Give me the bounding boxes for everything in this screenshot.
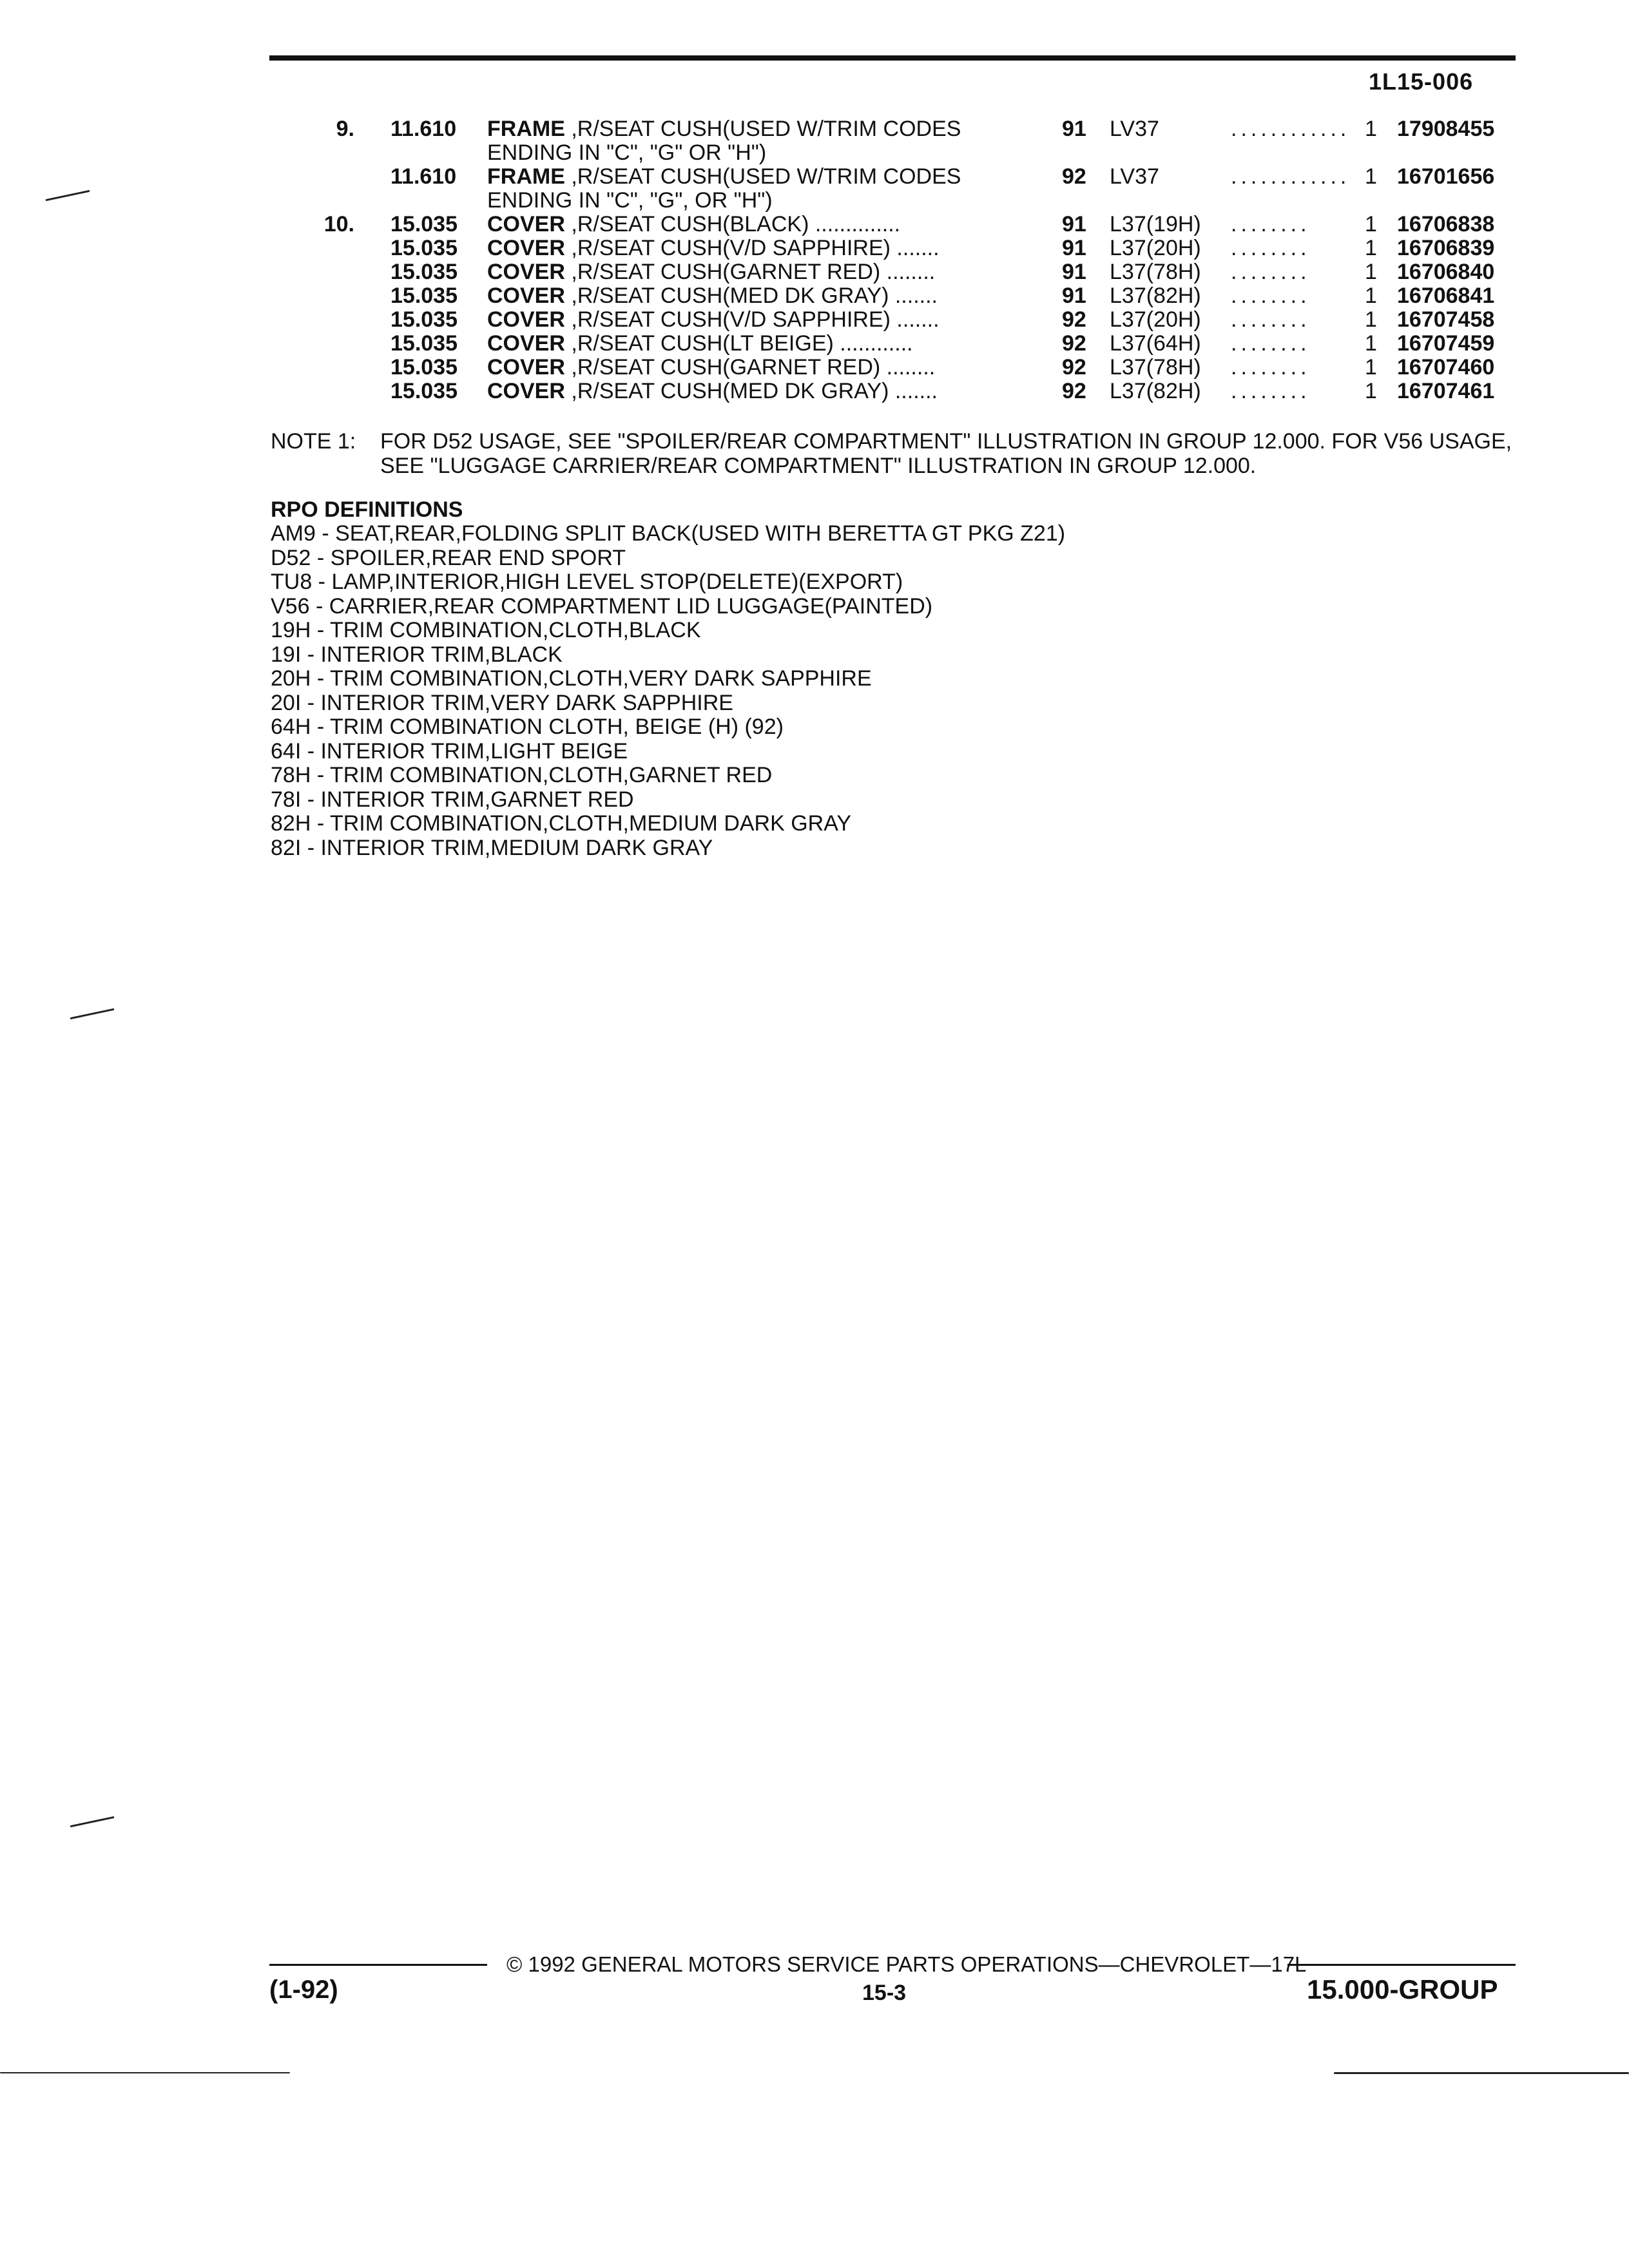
part-year: 92 <box>1062 164 1086 189</box>
footer-page-number: 15-3 <box>862 1981 907 2005</box>
part-number: 16707459 <box>1397 331 1495 356</box>
rpo-item: 19H - TRIM COMBINATION,CLOTH,BLACK <box>271 618 701 642</box>
part-row <box>0 284 1629 308</box>
part-quantity: 1 <box>1365 307 1377 332</box>
rpo-item: D52 - SPOILER,REAR END SPORT <box>271 545 626 570</box>
part-model: L37(78H) <box>1110 355 1201 380</box>
part-quantity: 1 <box>1365 379 1377 403</box>
part-number: 16706838 <box>1397 212 1495 236</box>
page-code: 1L15-006 <box>1369 68 1474 95</box>
part-number: 16707460 <box>1397 355 1495 380</box>
part-group-number: 15.035 <box>390 307 458 332</box>
part-leader-dots: ........ <box>1231 260 1311 284</box>
part-year: 91 <box>1062 117 1086 141</box>
rpo-list <box>271 522 1495 860</box>
part-quantity: 1 <box>1365 284 1377 308</box>
part-year: 91 <box>1062 284 1086 308</box>
part-group-number: 15.035 <box>390 212 458 236</box>
part-model: LV37 <box>1110 117 1159 141</box>
part-name: COVER <box>487 212 565 236</box>
part-row <box>0 332 1629 356</box>
part-model: L37(82H) <box>1110 379 1201 403</box>
part-quantity: 1 <box>1365 212 1377 236</box>
part-row <box>0 165 1629 189</box>
part-row <box>0 260 1629 284</box>
footer-group: 15.000-GROUP <box>1307 1974 1498 2004</box>
rpo-item: 82H - TRIM COMBINATION,CLOTH,MEDIUM DARK GRAY <box>271 811 852 836</box>
part-leader-dots: ............ <box>1231 164 1351 189</box>
part-description <box>487 332 913 356</box>
part-group-number: 15.035 <box>390 284 458 308</box>
part-year: 91 <box>1062 260 1086 284</box>
rpo-item: AM9 - SEAT,REAR,FOLDING SPLIT BACK(USED WITH BERETTA GT PKG Z21) <box>271 521 1066 546</box>
part-description-text: ENDING IN "C", "G" OR "H") <box>487 140 767 165</box>
part-model: LV37 <box>1110 164 1159 189</box>
part-year: 92 <box>1062 379 1086 403</box>
part-leader-dots: ............ <box>1231 117 1351 141</box>
part-quantity: 1 <box>1365 331 1377 356</box>
part-description <box>487 260 935 284</box>
part-description-text: ,R/SEAT CUSH(LT BEIGE) ............ <box>564 331 913 356</box>
part-number: 16706841 <box>1397 284 1495 308</box>
part-name: COVER <box>487 307 565 332</box>
part-description <box>487 213 900 236</box>
part-quantity: 1 <box>1365 355 1377 380</box>
part-description <box>487 117 961 141</box>
part-row <box>0 356 1629 380</box>
rpo-item: 82I - INTERIOR TRIM,MEDIUM DARK GRAY <box>271 835 713 860</box>
part-description-text: ,R/SEAT CUSH(V/D SAPPHIRE) ....... <box>564 307 940 332</box>
footer-rule-left <box>269 1964 487 1966</box>
part-leader-dots: ........ <box>1231 236 1311 260</box>
part-group-number: 15.035 <box>390 331 458 356</box>
part-name: COVER <box>487 236 565 260</box>
scan-mark <box>70 1816 114 1827</box>
header-rule <box>269 55 1516 61</box>
part-leader-dots: ........ <box>1231 379 1311 403</box>
rpo-item: 78I - INTERIOR TRIM,GARNET RED <box>271 787 634 812</box>
part-name: COVER <box>487 260 565 284</box>
part-leader-dots: ........ <box>1231 212 1311 236</box>
scan-mark <box>1334 2072 1629 2074</box>
part-description <box>487 284 938 308</box>
part-name: FRAME <box>487 117 565 141</box>
note-text: FOR D52 USAGE, SEE "SPOILER/REAR COMPARTMENT" ILLUSTRATION IN GROUP 12.000. FOR V56 USAGE, SEE "LUGGAGE CARRIER/REAR COMPARTMENT" ILLUSTRATION IN GROUP 12.000. <box>380 429 1512 478</box>
rpo-item: 64I - INTERIOR TRIM,LIGHT BEIGE <box>271 738 628 764</box>
part-description <box>487 165 961 189</box>
part-description <box>487 308 940 332</box>
rpo-title: RPO DEFINITIONS <box>271 497 463 522</box>
rpo-item: V56 - CARRIER,REAR COMPARTMENT LID LUGGAGE(PAINTED) <box>271 593 933 619</box>
rpo-item: 20H - TRIM COMBINATION,CLOTH,VERY DARK SAPPHIRE <box>271 666 872 691</box>
part-description-text: ,R/SEAT CUSH(BLACK) .............. <box>564 212 901 236</box>
part-number: 16706839 <box>1397 236 1495 260</box>
note-label: NOTE 1: <box>271 429 356 454</box>
part-row <box>0 189 1629 213</box>
part-row <box>0 117 1629 141</box>
part-name: COVER <box>487 379 565 403</box>
part-description <box>487 380 938 403</box>
part-model: L37(78H) <box>1110 260 1201 284</box>
part-name: COVER <box>487 284 565 308</box>
part-row <box>0 380 1629 403</box>
part-model: L37(20H) <box>1110 307 1201 332</box>
part-description-text: ,R/SEAT CUSH(USED W/TRIM CODES <box>564 164 961 189</box>
part-number: 16701656 <box>1397 164 1495 189</box>
part-number: 16706840 <box>1397 260 1495 284</box>
part-row <box>0 308 1629 332</box>
part-year: 91 <box>1062 212 1086 236</box>
part-year: 91 <box>1062 236 1086 260</box>
part-number: 16707458 <box>1397 307 1495 332</box>
part-leader-dots: ........ <box>1231 331 1311 356</box>
rpo-item: 20I - INTERIOR TRIM,VERY DARK SAPPHIRE <box>271 690 733 715</box>
part-row <box>0 236 1629 260</box>
part-leader-dots: ........ <box>1231 284 1311 308</box>
part-description-text: ,R/SEAT CUSH(GARNET RED) ........ <box>564 355 936 380</box>
rpo-item: 78H - TRIM COMBINATION,CLOTH,GARNET RED <box>271 763 773 787</box>
part-model: L37(19H) <box>1110 212 1201 236</box>
part-number: 17908455 <box>1397 117 1495 141</box>
part-description-text: ,R/SEAT CUSH(USED W/TRIM CODES <box>564 117 961 141</box>
part-quantity: 1 <box>1365 236 1377 260</box>
part-description-text: ,R/SEAT CUSH(MED DK GRAY) ....... <box>564 284 938 308</box>
part-index: 9. <box>336 117 354 141</box>
part-description <box>487 236 940 260</box>
part-row <box>0 213 1629 236</box>
part-model: L37(20H) <box>1110 236 1201 260</box>
part-quantity: 1 <box>1365 164 1377 189</box>
part-group-number: 15.035 <box>390 236 458 260</box>
part-group-number: 11.610 <box>390 117 457 141</box>
part-model: L37(64H) <box>1110 331 1201 356</box>
rpo-item: 64H - TRIM COMBINATION CLOTH, BEIGE (H) (92) <box>271 715 784 739</box>
part-quantity: 1 <box>1365 260 1377 284</box>
rpo-item: TU8 - LAMP,INTERIOR,HIGH LEVEL STOP(DELETE)(EXPORT) <box>271 570 903 594</box>
part-number: 16707461 <box>1397 379 1495 403</box>
part-description <box>487 141 766 165</box>
part-description-text: ENDING IN "C", "G", OR "H") <box>487 188 773 213</box>
part-name: FRAME <box>487 164 565 189</box>
rpo-definitions <box>271 497 1495 860</box>
part-leader-dots: ........ <box>1231 355 1311 380</box>
parts-list <box>0 117 1629 403</box>
part-year: 92 <box>1062 355 1086 380</box>
part-description <box>487 189 773 213</box>
part-name: COVER <box>487 331 565 356</box>
part-description-text: ,R/SEAT CUSH(GARNET RED) ........ <box>564 260 936 284</box>
part-description-text: ,R/SEAT CUSH(MED DK GRAY) ....... <box>564 379 938 403</box>
part-name: COVER <box>487 355 565 380</box>
part-year: 92 <box>1062 307 1086 332</box>
part-leader-dots: ........ <box>1231 307 1311 332</box>
scan-mark <box>0 2072 290 2073</box>
part-quantity: 1 <box>1365 117 1377 141</box>
part-description-text: ,R/SEAT CUSH(V/D SAPPHIRE) ....... <box>564 236 940 260</box>
part-group-number: 15.035 <box>390 379 458 403</box>
part-group-number: 15.035 <box>390 355 458 380</box>
part-index: 10. <box>323 212 354 236</box>
part-description <box>487 356 935 380</box>
scan-mark <box>70 1008 114 1019</box>
part-group-number: 15.035 <box>390 260 458 284</box>
part-group-number: 11.610 <box>390 164 457 189</box>
part-row <box>0 141 1629 165</box>
footer-date: (1-92) <box>269 1975 338 2004</box>
footer-rule-right <box>1287 1964 1516 1966</box>
part-model: L37(82H) <box>1110 284 1201 308</box>
footer-copyright: © 1992 GENERAL MOTORS SERVICE PARTS OPERATIONS—CHEVROLET—17L <box>506 1952 1307 1976</box>
part-year: 92 <box>1062 331 1086 356</box>
rpo-item: 19I - INTERIOR TRIM,BLACK <box>271 642 563 667</box>
